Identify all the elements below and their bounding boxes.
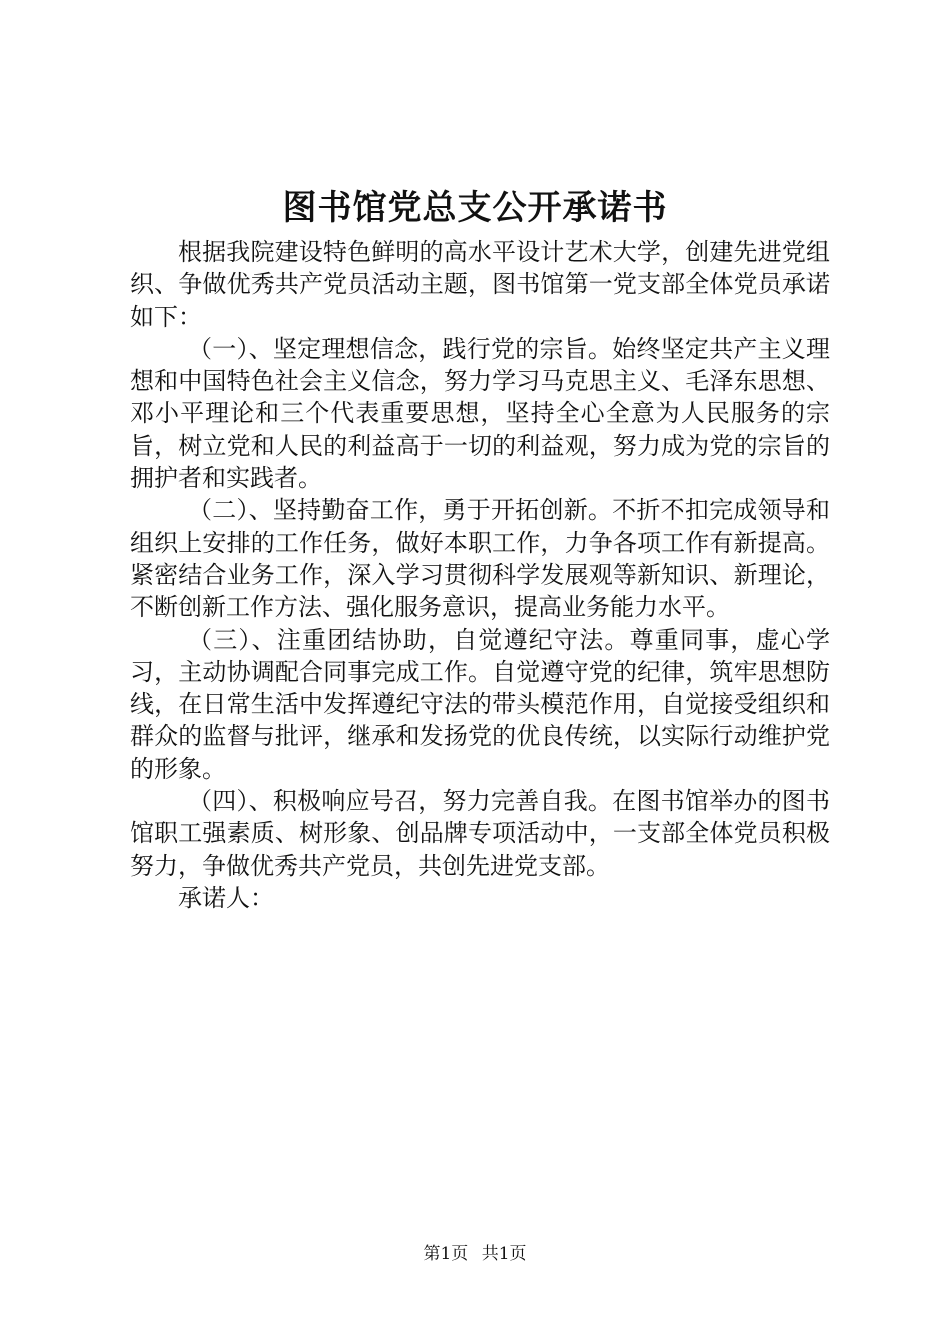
- page-number-total: 共1页: [481, 1244, 527, 1264]
- signer-label: 承诺人：: [178, 883, 274, 912]
- document-body: [130, 236, 830, 914]
- page-footer: [0, 1240, 950, 1268]
- pledge-item-2: （二）、坚持勤奋工作，勇于开拓创新。不折不扣完成领导和组织上安排的工作任务，做好本职工作，力争各项工作有新提高。紧密结合业务工作，深入学习贯彻科学发展观等新知识、新理论，不断创新工作方法、强化服务意识，提高业务能力水平。: [130, 496, 830, 622]
- pledge-item-1: （一）、坚定理想信念，践行党的宗旨。始终坚定共产主义理想和中国特色社会主义信念，努力学习马克思主义、毛泽东思想、邓小平理论和三个代表重要思想，坚持全心全意为人民服务的宗旨，树立党和人民的利益高于一切的利益观，努力成为党的宗旨的拥护者和实践者。: [130, 334, 830, 493]
- document-title: 图书馆党总支公开承诺书: [282, 188, 668, 228]
- intro-paragraph: 根据我院建设特色鲜明的高水平设计艺术大学，创建先进党组织、争做优秀共产党员活动主题，图书馆第一党支部全体党员承诺如下：: [130, 238, 830, 331]
- page-number-current: 第1页: [423, 1244, 469, 1264]
- pledge-item-4: （四）、积极响应号召，努力完善自我。在图书馆举办的图书馆职工强素质、树形象、创品牌专项活动中，一支部全体党员积极努力，争做优秀共产党员，共创先进党支部。: [130, 787, 830, 880]
- pledge-item-3: （三）、注重团结协助，自觉遵纪守法。尊重同事，虚心学习，主动协调配合同事完成工作。自觉遵守党的纪律，筑牢思想防线，在日常生活中发挥遵纪守法的带头模范作用，自觉接受组织和群众的监督与批评，继承和发扬党的优良传统，以实际行动维护党的形象。: [130, 625, 830, 783]
